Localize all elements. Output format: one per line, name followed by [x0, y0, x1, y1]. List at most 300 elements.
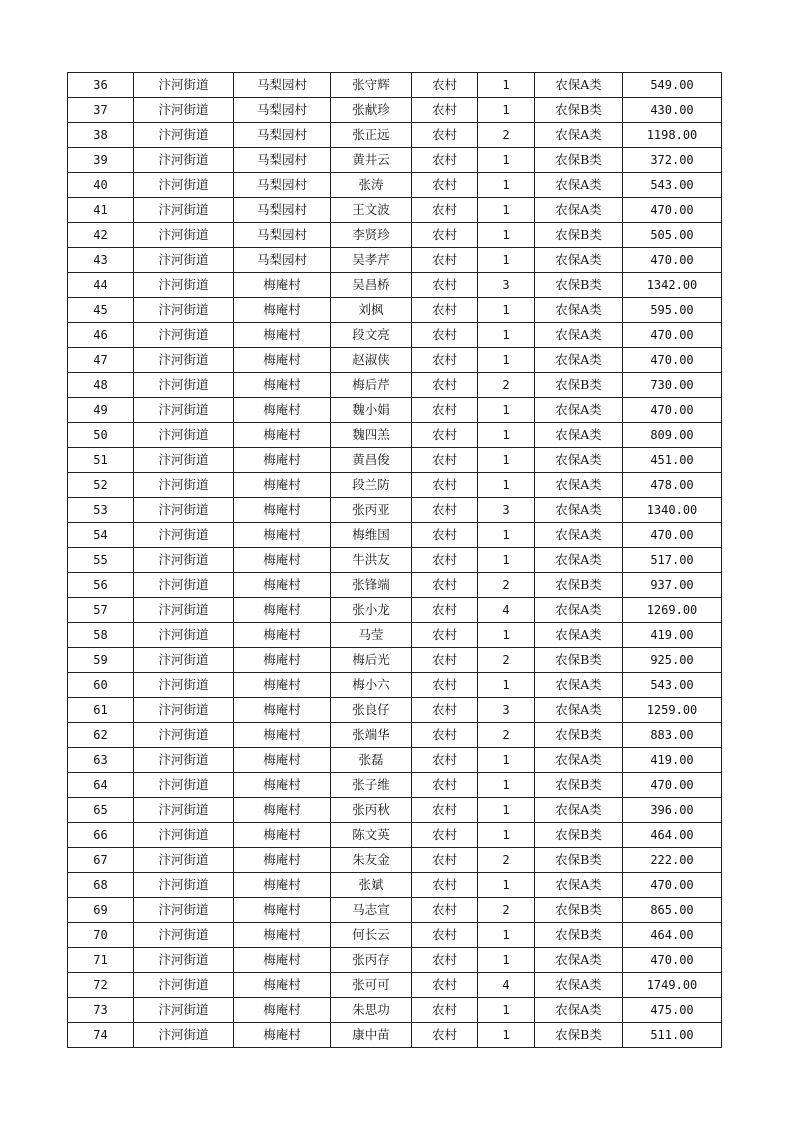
table-row: [68, 973, 722, 998]
amount-cell: 470.00: [623, 348, 722, 373]
name-cell: 梅维国: [331, 523, 412, 548]
table-row: [68, 598, 722, 623]
insurance-class-cell: 农保B类: [535, 148, 623, 173]
subdistrict-cell: 汴河街道: [134, 648, 234, 673]
name-cell: 张丙秋: [331, 798, 412, 823]
row-number-cell: 61: [68, 698, 134, 723]
amount-cell: 470.00: [623, 773, 722, 798]
name-cell: 张良仔: [331, 698, 412, 723]
village-cell: 梅庵村: [234, 1023, 331, 1048]
row-number-cell: 55: [68, 548, 134, 573]
village-cell: 梅庵村: [234, 873, 331, 898]
member-count-cell: 1: [478, 423, 535, 448]
table-row: [68, 723, 722, 748]
member-count-cell: 1: [478, 73, 535, 98]
subdistrict-cell: 汴河街道: [134, 873, 234, 898]
row-number-cell: 42: [68, 223, 134, 248]
row-number-cell: 38: [68, 123, 134, 148]
member-count-cell: 1: [478, 98, 535, 123]
amount-cell: 470.00: [623, 248, 722, 273]
amount-cell: 372.00: [623, 148, 722, 173]
insurance-class-cell: 农保A类: [535, 998, 623, 1023]
table-row: [68, 1023, 722, 1048]
table-body: [68, 73, 722, 1048]
household-type-cell: 农村: [412, 723, 478, 748]
village-cell: 梅庵村: [234, 923, 331, 948]
member-count-cell: 1: [478, 673, 535, 698]
row-number-cell: 59: [68, 648, 134, 673]
amount-cell: 730.00: [623, 373, 722, 398]
insurance-class-cell: 农保B类: [535, 373, 623, 398]
village-cell: 梅庵村: [234, 698, 331, 723]
table-row: [68, 373, 722, 398]
row-number-cell: 53: [68, 498, 134, 523]
table-row: [68, 198, 722, 223]
household-type-cell: 农村: [412, 848, 478, 873]
member-count-cell: 4: [478, 598, 535, 623]
table-row: [68, 323, 722, 348]
row-number-cell: 56: [68, 573, 134, 598]
table-row: [68, 523, 722, 548]
household-type-cell: 农村: [412, 648, 478, 673]
subdistrict-cell: 汴河街道: [134, 823, 234, 848]
name-cell: 康中苗: [331, 1023, 412, 1048]
name-cell: 朱思功: [331, 998, 412, 1023]
amount-cell: 517.00: [623, 548, 722, 573]
table-row: [68, 398, 722, 423]
row-number-cell: 72: [68, 973, 134, 998]
name-cell: 张守辉: [331, 73, 412, 98]
amount-cell: 470.00: [623, 873, 722, 898]
table-row: [68, 498, 722, 523]
table-row: [68, 273, 722, 298]
member-count-cell: 1: [478, 198, 535, 223]
subdistrict-cell: 汴河街道: [134, 923, 234, 948]
name-cell: 梅后芹: [331, 373, 412, 398]
name-cell: 张锋端: [331, 573, 412, 598]
household-type-cell: 农村: [412, 998, 478, 1023]
household-type-cell: 农村: [412, 373, 478, 398]
subdistrict-cell: 汴河街道: [134, 198, 234, 223]
row-number-cell: 73: [68, 998, 134, 1023]
row-number-cell: 62: [68, 723, 134, 748]
row-number-cell: 66: [68, 823, 134, 848]
row-number-cell: 71: [68, 948, 134, 973]
table-row: [68, 848, 722, 873]
subdistrict-cell: 汴河街道: [134, 148, 234, 173]
name-cell: 张磊: [331, 748, 412, 773]
subdistrict-cell: 汴河街道: [134, 73, 234, 98]
insurance-class-cell: 农保B类: [535, 723, 623, 748]
household-type-cell: 农村: [412, 698, 478, 723]
insurance-class-cell: 农保A类: [535, 348, 623, 373]
subdistrict-cell: 汴河街道: [134, 698, 234, 723]
village-cell: 梅庵村: [234, 473, 331, 498]
row-number-cell: 45: [68, 298, 134, 323]
amount-cell: 451.00: [623, 448, 722, 473]
table-row: [68, 623, 722, 648]
row-number-cell: 46: [68, 323, 134, 348]
amount-cell: 1259.00: [623, 698, 722, 723]
village-cell: 梅庵村: [234, 973, 331, 998]
village-cell: 梅庵村: [234, 748, 331, 773]
village-cell: 梅庵村: [234, 398, 331, 423]
household-type-cell: 农村: [412, 248, 478, 273]
amount-cell: 470.00: [623, 948, 722, 973]
village-cell: 梅庵村: [234, 823, 331, 848]
name-cell: 马志宣: [331, 898, 412, 923]
insurance-class-cell: 农保A类: [535, 398, 623, 423]
household-type-cell: 农村: [412, 498, 478, 523]
subdistrict-cell: 汴河街道: [134, 298, 234, 323]
table-row: [68, 823, 722, 848]
table-row: [68, 648, 722, 673]
row-number-cell: 41: [68, 198, 134, 223]
subdistrict-cell: 汴河街道: [134, 998, 234, 1023]
village-cell: 马梨园村: [234, 173, 331, 198]
table-row: [68, 348, 722, 373]
amount-cell: 419.00: [623, 748, 722, 773]
insurance-class-cell: 农保A类: [535, 673, 623, 698]
row-number-cell: 68: [68, 873, 134, 898]
subdistrict-cell: 汴河街道: [134, 473, 234, 498]
table-row: [68, 173, 722, 198]
row-number-cell: 40: [68, 173, 134, 198]
table-row: [68, 923, 722, 948]
village-cell: 马梨园村: [234, 98, 331, 123]
table-row: [68, 698, 722, 723]
name-cell: 黄昌俊: [331, 448, 412, 473]
member-count-cell: 1: [478, 948, 535, 973]
subdistrict-cell: 汴河街道: [134, 748, 234, 773]
row-number-cell: 70: [68, 923, 134, 948]
member-count-cell: 2: [478, 573, 535, 598]
member-count-cell: 1: [478, 323, 535, 348]
insurance-class-cell: 农保A类: [535, 323, 623, 348]
insurance-class-cell: 农保A类: [535, 698, 623, 723]
insurance-class-cell: 农保A类: [535, 748, 623, 773]
insurance-class-cell: 农保A类: [535, 973, 623, 998]
amount-cell: 1749.00: [623, 973, 722, 998]
village-cell: 梅庵村: [234, 623, 331, 648]
name-cell: 梅后光: [331, 648, 412, 673]
subdistrict-cell: 汴河街道: [134, 548, 234, 573]
amount-cell: 419.00: [623, 623, 722, 648]
amount-cell: 464.00: [623, 923, 722, 948]
household-type-cell: 农村: [412, 1023, 478, 1048]
table-row: [68, 748, 722, 773]
household-type-cell: 农村: [412, 398, 478, 423]
insurance-class-cell: 农保A类: [535, 298, 623, 323]
amount-cell: 1342.00: [623, 273, 722, 298]
member-count-cell: 1: [478, 473, 535, 498]
village-cell: 梅庵村: [234, 573, 331, 598]
table-row: [68, 998, 722, 1023]
row-number-cell: 57: [68, 598, 134, 623]
member-count-cell: 1: [478, 248, 535, 273]
household-type-cell: 农村: [412, 873, 478, 898]
insurance-class-cell: 农保A类: [535, 798, 623, 823]
subdistrict-cell: 汴河街道: [134, 623, 234, 648]
insurance-class-cell: 农保B类: [535, 223, 623, 248]
name-cell: 张丙存: [331, 948, 412, 973]
village-cell: 马梨园村: [234, 248, 331, 273]
name-cell: 张子维: [331, 773, 412, 798]
insurance-class-cell: 农保A类: [535, 598, 623, 623]
subdistrict-cell: 汴河街道: [134, 1023, 234, 1048]
subdistrict-cell: 汴河街道: [134, 398, 234, 423]
household-type-cell: 农村: [412, 123, 478, 148]
member-count-cell: 1: [478, 523, 535, 548]
row-number-cell: 52: [68, 473, 134, 498]
row-number-cell: 48: [68, 373, 134, 398]
row-number-cell: 64: [68, 773, 134, 798]
subdistrict-cell: 汴河街道: [134, 798, 234, 823]
household-type-cell: 农村: [412, 898, 478, 923]
row-number-cell: 54: [68, 523, 134, 548]
insurance-class-cell: 农保A类: [535, 473, 623, 498]
insurance-class-cell: 农保B类: [535, 823, 623, 848]
household-type-cell: 农村: [412, 623, 478, 648]
member-count-cell: 1: [478, 548, 535, 573]
amount-cell: 1269.00: [623, 598, 722, 623]
name-cell: 朱友金: [331, 848, 412, 873]
household-type-cell: 农村: [412, 223, 478, 248]
member-count-cell: 1: [478, 798, 535, 823]
amount-cell: 430.00: [623, 98, 722, 123]
member-count-cell: 2: [478, 648, 535, 673]
member-count-cell: 1: [478, 298, 535, 323]
insurance-class-cell: 农保B类: [535, 98, 623, 123]
member-count-cell: 3: [478, 273, 535, 298]
village-cell: 梅庵村: [234, 273, 331, 298]
name-cell: 张可可: [331, 973, 412, 998]
household-type-cell: 农村: [412, 148, 478, 173]
household-type-cell: 农村: [412, 298, 478, 323]
village-cell: 梅庵村: [234, 498, 331, 523]
member-count-cell: 1: [478, 873, 535, 898]
subdistrict-cell: 汴河街道: [134, 123, 234, 148]
member-count-cell: 1: [478, 348, 535, 373]
insurance-class-cell: 农保A类: [535, 523, 623, 548]
name-cell: 刘枫: [331, 298, 412, 323]
row-number-cell: 69: [68, 898, 134, 923]
name-cell: 张涛: [331, 173, 412, 198]
table-row: [68, 873, 722, 898]
row-number-cell: 51: [68, 448, 134, 473]
table-row: [68, 423, 722, 448]
member-count-cell: 4: [478, 973, 535, 998]
village-cell: 梅庵村: [234, 523, 331, 548]
amount-cell: 470.00: [623, 523, 722, 548]
household-type-cell: 农村: [412, 523, 478, 548]
village-cell: 梅庵村: [234, 648, 331, 673]
name-cell: 段文亮: [331, 323, 412, 348]
insurance-class-cell: 农保A类: [535, 873, 623, 898]
subdistrict-cell: 汴河街道: [134, 173, 234, 198]
village-cell: 马梨园村: [234, 148, 331, 173]
table-row: [68, 673, 722, 698]
table-row: [68, 898, 722, 923]
amount-cell: 937.00: [623, 573, 722, 598]
insurance-class-cell: 农保A类: [535, 73, 623, 98]
village-cell: 马梨园村: [234, 198, 331, 223]
village-cell: 马梨园村: [234, 123, 331, 148]
insurance-class-cell: 农保A类: [535, 498, 623, 523]
member-count-cell: 3: [478, 698, 535, 723]
insurance-class-cell: 农保B类: [535, 898, 623, 923]
amount-cell: 464.00: [623, 823, 722, 848]
household-type-cell: 农村: [412, 98, 478, 123]
amount-cell: 222.00: [623, 848, 722, 873]
insurance-class-cell: 农保A类: [535, 548, 623, 573]
subdistrict-cell: 汴河街道: [134, 273, 234, 298]
subdistrict-cell: 汴河街道: [134, 423, 234, 448]
amount-cell: 1340.00: [623, 498, 722, 523]
row-number-cell: 39: [68, 148, 134, 173]
name-cell: 段兰防: [331, 473, 412, 498]
subdistrict-cell: 汴河街道: [134, 348, 234, 373]
household-type-cell: 农村: [412, 598, 478, 623]
name-cell: 陈文英: [331, 823, 412, 848]
table-row: [68, 448, 722, 473]
member-count-cell: 2: [478, 898, 535, 923]
subdistrict-cell: 汴河街道: [134, 773, 234, 798]
name-cell: 张端华: [331, 723, 412, 748]
name-cell: 何长云: [331, 923, 412, 948]
household-type-cell: 农村: [412, 973, 478, 998]
household-type-cell: 农村: [412, 673, 478, 698]
household-type-cell: 农村: [412, 73, 478, 98]
household-type-cell: 农村: [412, 923, 478, 948]
amount-cell: 543.00: [623, 673, 722, 698]
amount-cell: 511.00: [623, 1023, 722, 1048]
amount-cell: 478.00: [623, 473, 722, 498]
member-count-cell: 1: [478, 448, 535, 473]
member-count-cell: 2: [478, 373, 535, 398]
household-type-cell: 农村: [412, 748, 478, 773]
amount-cell: 470.00: [623, 398, 722, 423]
member-count-cell: 1: [478, 748, 535, 773]
table-row: [68, 298, 722, 323]
village-cell: 梅庵村: [234, 598, 331, 623]
name-cell: 魏小娟: [331, 398, 412, 423]
table-row: [68, 223, 722, 248]
household-type-cell: 农村: [412, 948, 478, 973]
name-cell: 赵淑侠: [331, 348, 412, 373]
member-count-cell: 2: [478, 848, 535, 873]
village-cell: 梅庵村: [234, 998, 331, 1023]
village-cell: 梅庵村: [234, 948, 331, 973]
amount-cell: 505.00: [623, 223, 722, 248]
name-cell: 黄井云: [331, 148, 412, 173]
village-cell: 梅庵村: [234, 723, 331, 748]
insurance-class-cell: 农保B类: [535, 273, 623, 298]
name-cell: 张献珍: [331, 98, 412, 123]
subdistrict-cell: 汴河街道: [134, 898, 234, 923]
name-cell: 张丙亚: [331, 498, 412, 523]
insurance-class-cell: 农保B类: [535, 848, 623, 873]
subdistrict-cell: 汴河街道: [134, 948, 234, 973]
household-type-cell: 农村: [412, 448, 478, 473]
table-row: [68, 73, 722, 98]
insurance-class-cell: 农保A类: [535, 198, 623, 223]
insurance-class-cell: 农保A类: [535, 448, 623, 473]
insurance-class-cell: 农保A类: [535, 123, 623, 148]
table-row: [68, 123, 722, 148]
member-count-cell: 1: [478, 923, 535, 948]
member-count-cell: 1: [478, 398, 535, 423]
household-type-cell: 农村: [412, 548, 478, 573]
amount-cell: 1198.00: [623, 123, 722, 148]
household-type-cell: 农村: [412, 473, 478, 498]
household-type-cell: 农村: [412, 423, 478, 448]
member-count-cell: 1: [478, 623, 535, 648]
household-type-cell: 农村: [412, 198, 478, 223]
subdistrict-cell: 汴河街道: [134, 673, 234, 698]
member-count-cell: 1: [478, 823, 535, 848]
village-cell: 梅庵村: [234, 773, 331, 798]
table-row: [68, 573, 722, 598]
member-count-cell: 1: [478, 998, 535, 1023]
insurance-class-cell: 农保B类: [535, 773, 623, 798]
subdistrict-cell: 汴河街道: [134, 573, 234, 598]
row-number-cell: 63: [68, 748, 134, 773]
table-row: [68, 98, 722, 123]
table-row: [68, 473, 722, 498]
member-count-cell: 2: [478, 723, 535, 748]
household-type-cell: 农村: [412, 773, 478, 798]
subdistrict-cell: 汴河街道: [134, 448, 234, 473]
household-type-cell: 农村: [412, 798, 478, 823]
name-cell: 马莹: [331, 623, 412, 648]
village-cell: 梅庵村: [234, 848, 331, 873]
row-number-cell: 49: [68, 398, 134, 423]
row-number-cell: 58: [68, 623, 134, 648]
name-cell: 梅小六: [331, 673, 412, 698]
amount-cell: 809.00: [623, 423, 722, 448]
subdistrict-cell: 汴河街道: [134, 598, 234, 623]
amount-cell: 865.00: [623, 898, 722, 923]
table-row: [68, 148, 722, 173]
village-cell: 梅庵村: [234, 548, 331, 573]
insurance-class-cell: 农保B类: [535, 573, 623, 598]
amount-cell: 543.00: [623, 173, 722, 198]
amount-cell: 925.00: [623, 648, 722, 673]
insurance-class-cell: 农保B类: [535, 648, 623, 673]
insurance-class-cell: 农保A类: [535, 248, 623, 273]
row-number-cell: 47: [68, 348, 134, 373]
household-type-cell: 农村: [412, 273, 478, 298]
row-number-cell: 74: [68, 1023, 134, 1048]
name-cell: 魏四羔: [331, 423, 412, 448]
amount-cell: 470.00: [623, 198, 722, 223]
village-cell: 梅庵村: [234, 298, 331, 323]
amount-cell: 549.00: [623, 73, 722, 98]
village-cell: 梅庵村: [234, 348, 331, 373]
name-cell: 王文波: [331, 198, 412, 223]
row-number-cell: 67: [68, 848, 134, 873]
household-type-cell: 农村: [412, 573, 478, 598]
village-cell: 马梨园村: [234, 73, 331, 98]
insurance-class-cell: 农保A类: [535, 623, 623, 648]
name-cell: 牛洪友: [331, 548, 412, 573]
row-number-cell: 37: [68, 98, 134, 123]
insurance-class-cell: 农保A类: [535, 423, 623, 448]
name-cell: 张斌: [331, 873, 412, 898]
member-count-cell: 1: [478, 773, 535, 798]
row-number-cell: 36: [68, 73, 134, 98]
